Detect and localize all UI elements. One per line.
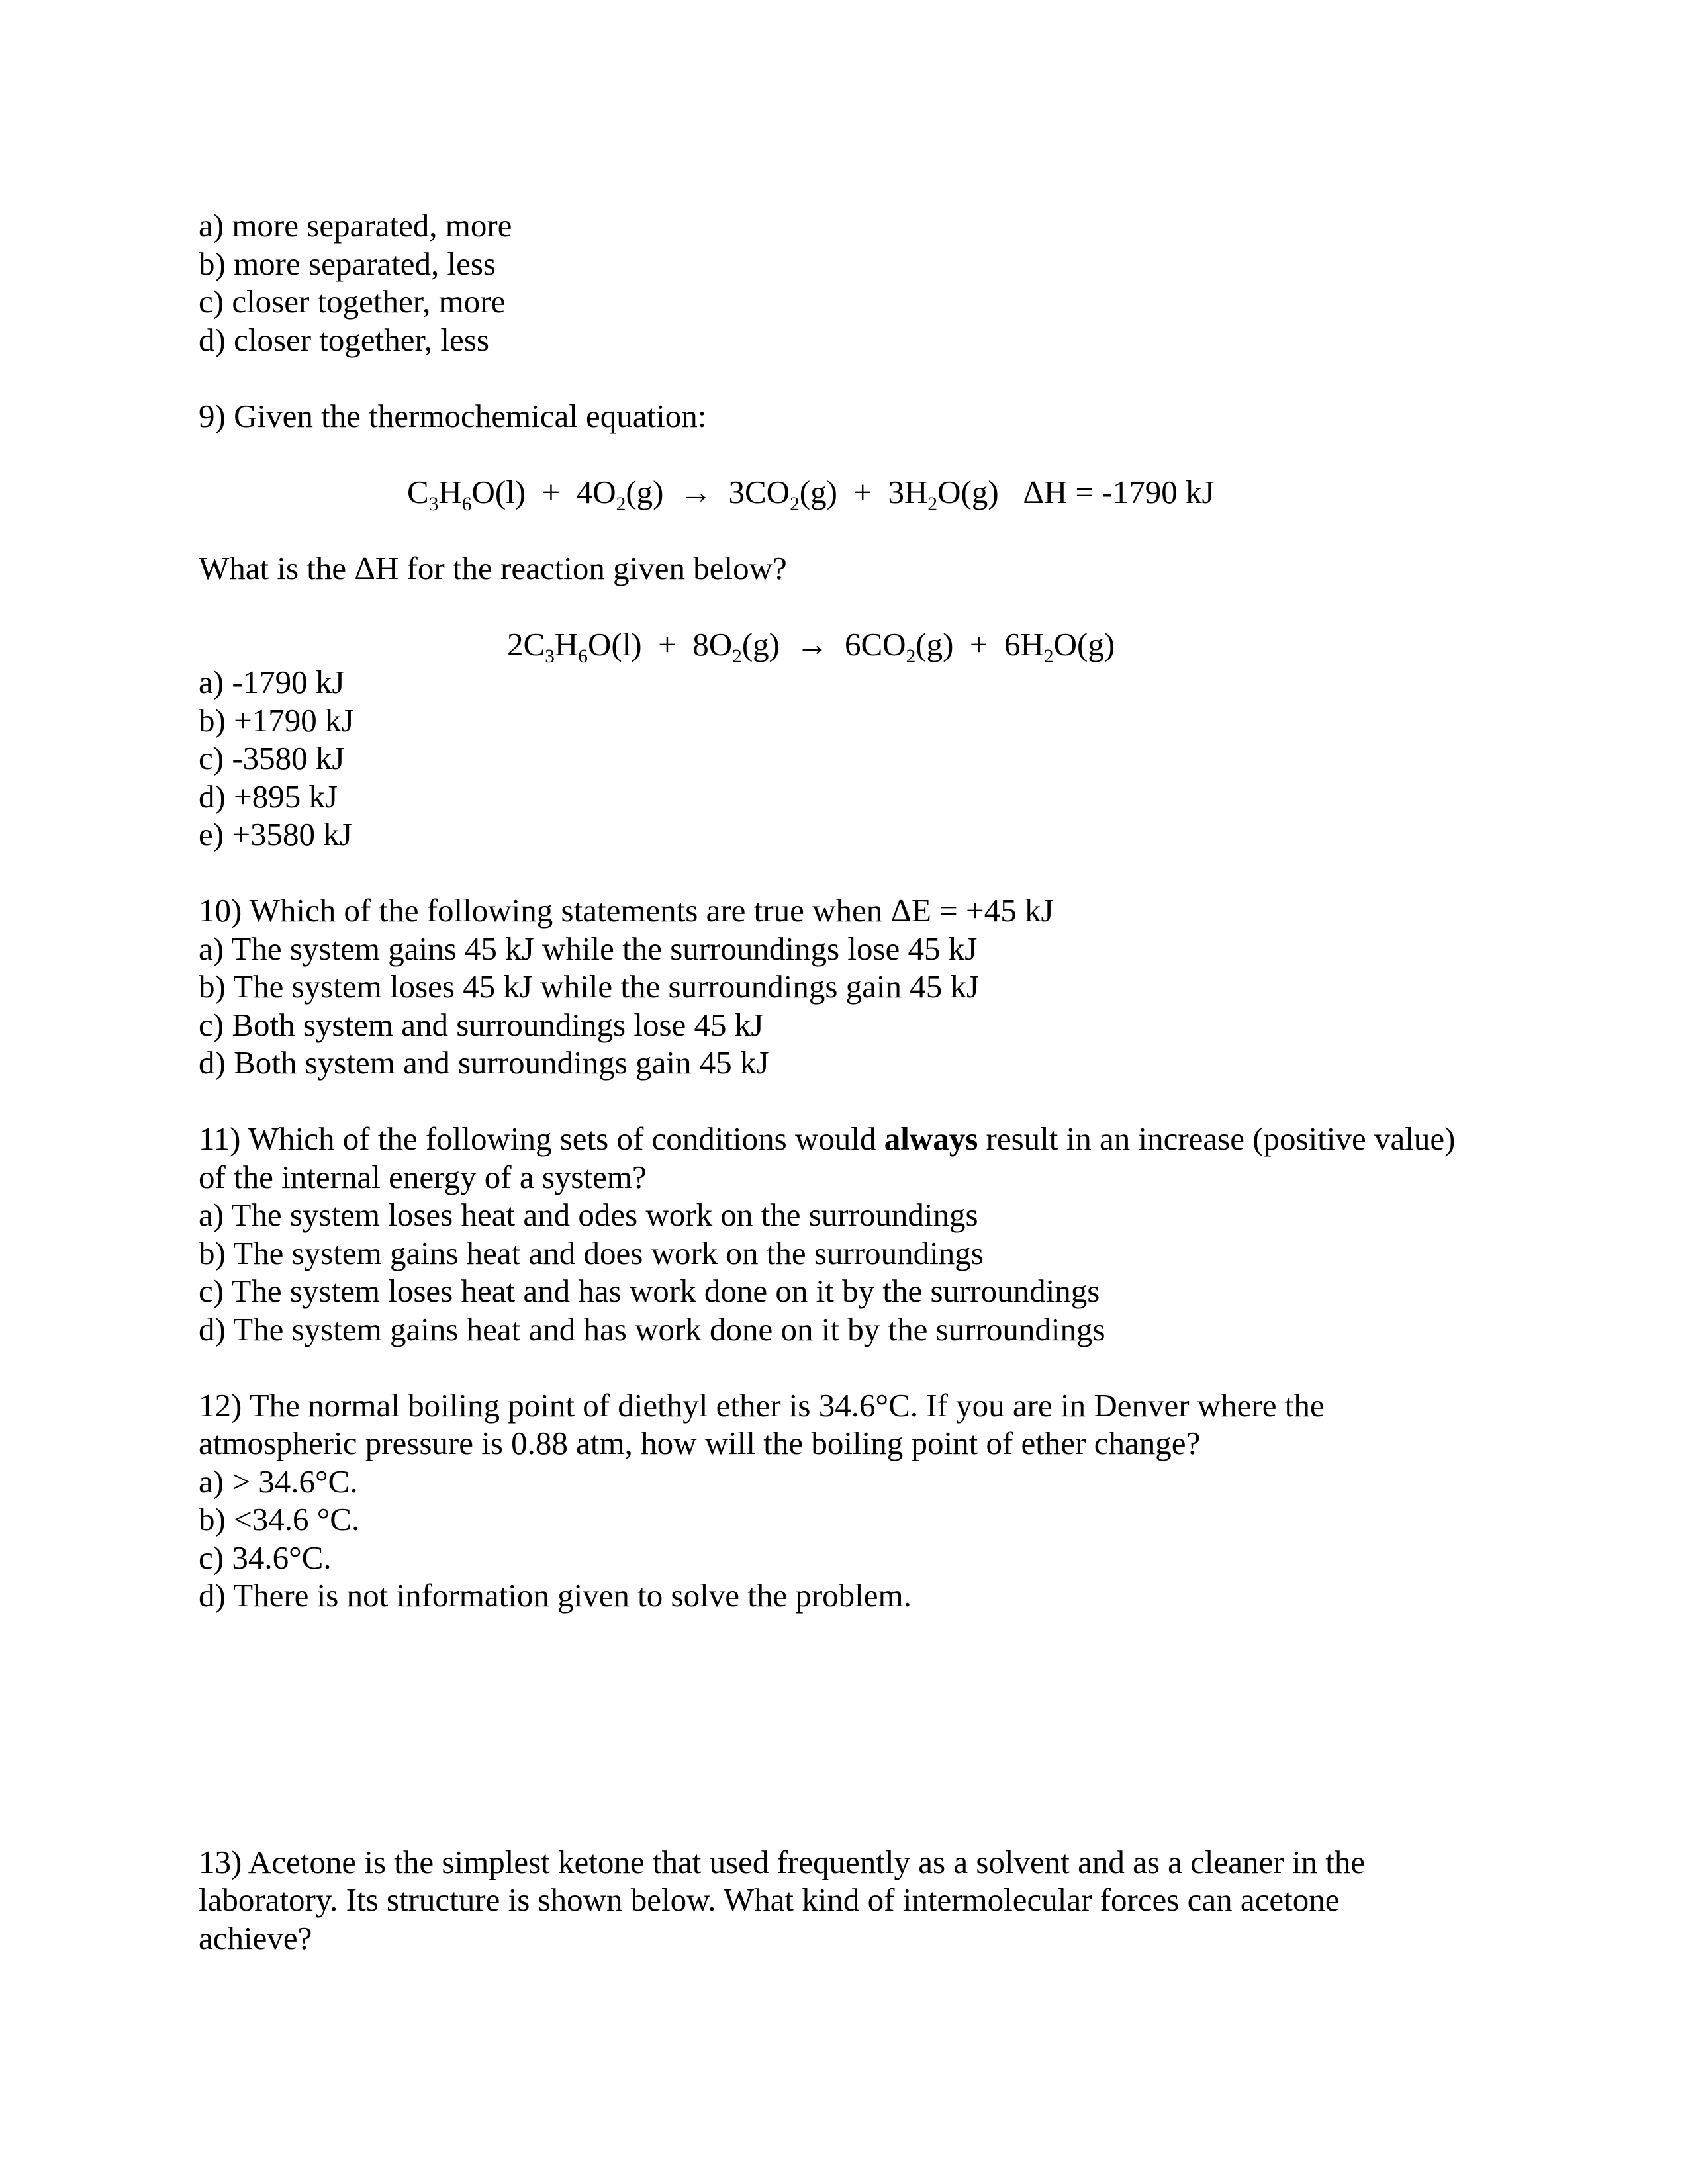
q9-option-b: b) +1790 kJ — [199, 702, 354, 739]
q12-prompt-line1: 12) The normal boiling point of diethyl ether is 34.6°C. If you are in Denver where the — [199, 1387, 1325, 1424]
prev-option-b: b) more separated, less — [199, 245, 496, 282]
q12-prompt-line2: atmospheric pressure is 0.88 atm, how will the boiling point of ether change? — [199, 1425, 1201, 1461]
q9-option-c: c) -3580 kJ — [199, 740, 345, 776]
q9-given-equation: $C_3H_6O(l) + 4O_2(g) \to 3CO_2(g) + 3H_2O(g) \Delta H = -1790$ kJ — [407, 473, 1215, 515]
q10-options — [199, 930, 1589, 1082]
q11-options — [199, 1196, 1589, 1348]
q10-prompt: 10) Which of the following statements are true when ΔE = +45 kJ — [199, 892, 1054, 929]
q10-option-b: b) The system loses 45 kJ while the surroundings gain 45 kJ — [199, 968, 980, 1005]
q13-prompt-line1: 13) Acetone is the simplest ketone that used frequently as a solvent and as a cleaner in the — [199, 1843, 1366, 1880]
q9-prompt: 9) Given the thermochemical equation: — [199, 397, 707, 434]
q13-prompt-line2: laboratory. Its structure is shown below. What kind of intermolecular forces can acetone — [199, 1882, 1340, 1918]
q9-question: What is the ΔH for the reaction given below? — [199, 549, 787, 586]
page-content — [199, 206, 1589, 1957]
q10-option-d: d) Both system and surroundings gain 45 kJ — [199, 1044, 769, 1081]
q10-option-a: a) The system gains 45 kJ while the surroundings lose 45 kJ — [199, 930, 978, 967]
q11-option-c: c) The system loses heat and has work done on it by the surroundings — [199, 1273, 1100, 1309]
q11-prompt-line2: of the internal energy of a system? — [199, 1158, 647, 1195]
q12-option-d: d) There is not information given to solve the problem. — [199, 1577, 912, 1614]
q11-prompt-line1 — [199, 1120, 1589, 1158]
q9-target-equation: $2C_3H_6O(l) + 8O_2(g) \to 6CO_2(g) + 6H_2O(g)$ — [507, 625, 1115, 667]
q10-option-c: c) Both system and surroundings lose 45 kJ — [199, 1006, 764, 1043]
prev-option-d: d) closer together, less — [199, 321, 489, 358]
prev-question-options — [199, 206, 1589, 359]
q12-option-a: a) > 34.6°C. — [199, 1463, 358, 1500]
prev-option-a: a) more separated, more — [199, 207, 512, 244]
q13-prompt-line3: achieve? — [199, 1919, 312, 1956]
q9-option-a: a) -1790 kJ — [199, 664, 345, 700]
q11-prompt-after-bold: result in an increase (positive value) — [978, 1120, 1456, 1157]
q11-prompt-bold-word: always — [884, 1120, 978, 1157]
q11-option-b: b) The system gains heat and does work on the surroundings — [199, 1234, 984, 1271]
q11-option-a: a) The system loses heat and odes work on the surroundings — [199, 1197, 978, 1233]
q12-option-c: c) 34.6°C. — [199, 1539, 332, 1576]
prev-option-c: c) closer together, more — [199, 283, 506, 320]
q12-option-b: b) <34.6 °C. — [199, 1501, 360, 1537]
q12-options — [199, 1463, 1589, 1615]
q13-prompt — [199, 1843, 1589, 1958]
q11-prompt-before-bold: 11) Which of the following sets of conditions would — [199, 1120, 884, 1157]
q9-option-e: e) +3580 kJ — [199, 816, 352, 852]
q9-options — [199, 663, 1589, 854]
q11-option-d: d) The system gains heat and has work done on it by the surroundings — [199, 1310, 1105, 1347]
q9-option-d: d) +895 kJ — [199, 778, 338, 815]
